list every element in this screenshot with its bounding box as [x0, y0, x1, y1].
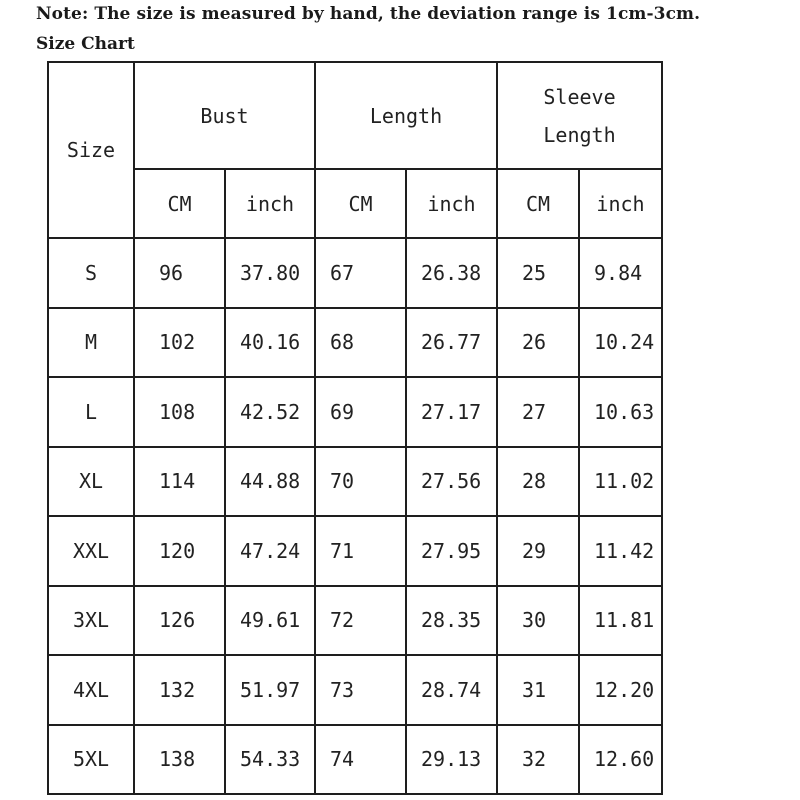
bust-header: Bust	[134, 62, 315, 169]
measurement-cell: 26	[497, 308, 579, 378]
size-cell: 3XL	[48, 586, 134, 656]
sleeve-length-header: Sleeve Length	[497, 62, 662, 169]
measurement-cell: 11.81	[579, 586, 662, 656]
measurement-cell: 11.02	[579, 447, 662, 517]
measurement-cell: 25	[497, 238, 579, 308]
measurement-cell: 27.56	[406, 447, 497, 517]
measurement-cell: 72	[315, 586, 406, 656]
unit-header-length-inch: inch	[406, 169, 497, 238]
measurement-cell: 138	[134, 725, 225, 795]
size-cell: 5XL	[48, 725, 134, 795]
size-cell: XXL	[48, 516, 134, 586]
size-cell: L	[48, 377, 134, 447]
measurement-note: Note: The size is measured by hand, the deviation range is 1cm-3cm.	[36, 4, 701, 24]
measurement-cell: 71	[315, 516, 406, 586]
measurement-cell: 42.52	[225, 377, 315, 447]
measurement-cell: 51.97	[225, 655, 315, 725]
measurement-cell: 29.13	[406, 725, 497, 795]
measurement-cell: 9.84	[579, 238, 662, 308]
length-header: Length	[315, 62, 497, 169]
measurement-cell: 28.35	[406, 586, 497, 656]
size-table	[47, 61, 663, 795]
measurement-cell: 47.24	[225, 516, 315, 586]
table-row	[48, 655, 662, 725]
unit-header-sleeve-inch: inch	[579, 169, 662, 238]
measurement-cell: 27.95	[406, 516, 497, 586]
size-header: Size	[48, 62, 134, 238]
table-row	[48, 725, 662, 795]
measurement-cell: 26.77	[406, 308, 497, 378]
table-row	[48, 238, 662, 308]
measurement-cell: 32	[497, 725, 579, 795]
measurement-cell: 12.20	[579, 655, 662, 725]
measurement-cell: 27	[497, 377, 579, 447]
measurement-cell: 120	[134, 516, 225, 586]
measurement-cell: 28.74	[406, 655, 497, 725]
measurement-cell: 12.60	[579, 725, 662, 795]
measurement-cell: 114	[134, 447, 225, 517]
unit-header-sleeve-cm: CM	[497, 169, 579, 238]
size-cell: M	[48, 308, 134, 378]
measurement-cell: 30	[497, 586, 579, 656]
measurement-cell: 44.88	[225, 447, 315, 517]
measurement-cell: 11.42	[579, 516, 662, 586]
measurement-cell: 70	[315, 447, 406, 517]
measurement-cell: 68	[315, 308, 406, 378]
measurement-cell: 37.80	[225, 238, 315, 308]
measurement-cell: 126	[134, 586, 225, 656]
size-cell: XL	[48, 447, 134, 517]
measurement-cell: 10.63	[579, 377, 662, 447]
size-cell: S	[48, 238, 134, 308]
measurement-cell: 31	[497, 655, 579, 725]
table-row	[48, 516, 662, 586]
table-row	[48, 586, 662, 656]
measurement-cell: 49.61	[225, 586, 315, 656]
measurement-cell: 73	[315, 655, 406, 725]
measurement-cell: 26.38	[406, 238, 497, 308]
measurement-cell: 28	[497, 447, 579, 517]
measurement-cell: 54.33	[225, 725, 315, 795]
measurement-cell: 96	[134, 238, 225, 308]
unit-header-bust-inch: inch	[225, 169, 315, 238]
size-cell: 4XL	[48, 655, 134, 725]
measurement-cell: 132	[134, 655, 225, 725]
unit-header-bust-cm: CM	[134, 169, 225, 238]
measurement-cell: 108	[134, 377, 225, 447]
measurement-cell: 40.16	[225, 308, 315, 378]
size-rows	[48, 238, 662, 794]
table-row	[48, 377, 662, 447]
measurement-cell: 10.24	[579, 308, 662, 378]
table-row	[48, 308, 662, 378]
measurement-cell: 67	[315, 238, 406, 308]
table-row	[48, 447, 662, 517]
measurement-cell: 29	[497, 516, 579, 586]
measurement-cell: 74	[315, 725, 406, 795]
size-chart-title: Size Chart	[36, 34, 135, 54]
measurement-cell: 102	[134, 308, 225, 378]
measurement-cell: 69	[315, 377, 406, 447]
measurement-cell: 27.17	[406, 377, 497, 447]
unit-header-length-cm: CM	[315, 169, 406, 238]
